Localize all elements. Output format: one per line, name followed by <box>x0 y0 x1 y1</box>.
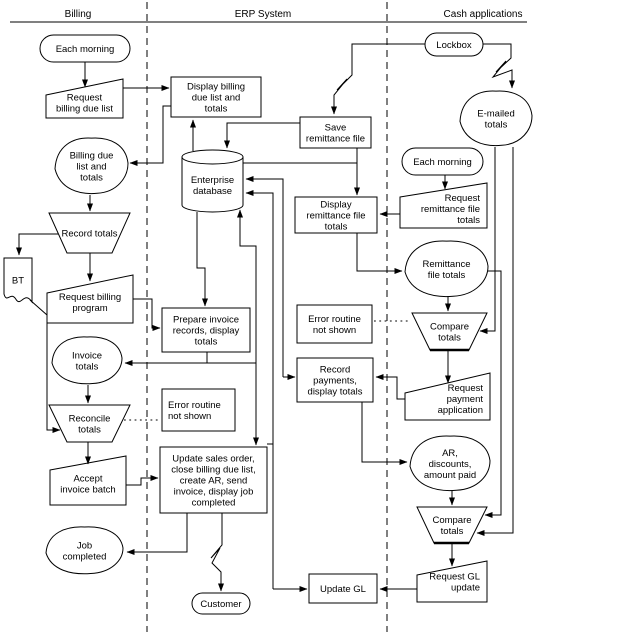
error-routine-not-shown-1 <box>162 389 235 431</box>
update-box-to-job-completed <box>127 513 187 552</box>
record-totals <box>49 213 130 253</box>
update-gl-label-1: Update GL <box>320 584 366 595</box>
display-remittance-file-totals <box>295 197 377 233</box>
request-payment-application-label-2: payment <box>446 394 483 405</box>
compare-totals-2 <box>417 507 487 543</box>
display-remittance-file-totals-label-1: Display <box>320 199 352 211</box>
lockbox-to-save-file <box>334 44 425 114</box>
record-payments-to-ar <box>362 402 407 462</box>
update-sales-order-label-5: completed <box>191 497 236 509</box>
update-sales-order-label-2: close billing due list, <box>171 464 256 476</box>
display-billing-due-list-label-1: Display billing <box>186 81 246 93</box>
lockbox <box>425 33 483 56</box>
record-payments-label-1: Record <box>319 364 351 376</box>
invoice-totals-label-1: Invoice <box>71 350 103 362</box>
lockbox-label-1: Lockbox <box>436 40 472 51</box>
enterprise-database-label-2: database <box>192 186 233 197</box>
save-remittance-file <box>300 117 371 148</box>
record-payments-db-line <box>246 179 283 377</box>
record-payments-label-3: display totals <box>307 386 363 398</box>
request-billing-program-label-2: program <box>72 303 108 314</box>
ar-discounts-amount-paid <box>410 436 490 491</box>
error-routine-not-shown-2-label-1: Error routine <box>308 314 361 325</box>
request-gl-update <box>417 561 487 602</box>
reconcile-totals-label-2: totals <box>78 424 101 436</box>
each-morning-cash-label-1: Each morning <box>413 157 472 168</box>
enterprise-database-label-1: Enterprise <box>190 175 235 186</box>
each-morning-billing <box>40 35 130 62</box>
request-billing-due-list-label-2: billing due list <box>55 103 114 115</box>
display-remittance-file-totals-label-3: totals <box>324 221 348 233</box>
customer-label-1: Customer <box>200 599 242 610</box>
prepare-invoice-records-label-2: records, display <box>172 325 240 337</box>
display-billing-due-list-label-3: totals <box>204 103 228 115</box>
error-routine-not-shown-1-label-1: Error routine <box>168 400 221 411</box>
save-remittance-file-label-1: Save <box>324 122 347 134</box>
request-billing-program <box>47 275 133 323</box>
request-gl-update-label-1: Request GL <box>429 571 480 583</box>
job-completed-label-1: Job <box>76 540 93 552</box>
emailed-totals-label-1: E-mailed <box>477 108 515 120</box>
lane-erp: ERP System <box>234 9 292 20</box>
invoice-totals-label-2: totals <box>75 361 99 373</box>
remittance-file-totals-label-2: file totals <box>427 270 466 281</box>
req-pay-app-to-record-payments <box>376 377 405 399</box>
save-remittance-file-label-2: remittance file <box>305 133 366 145</box>
lane-billing: Billing <box>64 9 92 20</box>
job-completed-label-2: completed <box>62 551 107 563</box>
bt-document-label-1: BT <box>11 275 25 287</box>
error-routine-not-shown-1-label-2: not shown <box>168 411 212 422</box>
bt-document <box>4 258 32 302</box>
error-routine-not-shown-2-label-2: not shown <box>312 325 357 336</box>
request-remittance-file-totals <box>400 183 487 228</box>
prepare-invoice-records <box>162 308 250 352</box>
ar-discounts-amount-paid-label-2: discounts, <box>428 459 472 470</box>
remittance-file-totals-label-1: Remittance <box>422 259 471 270</box>
emailed-totals <box>460 91 532 146</box>
customer <box>192 593 250 614</box>
compare-totals-2-label-2: totals <box>440 526 464 537</box>
update-sales-order <box>160 447 267 513</box>
display-to-billing-due-list <box>130 106 171 163</box>
request-billing-program-label-1: Request billing <box>58 292 122 303</box>
save-file-to-database <box>227 123 300 148</box>
compare-totals-1-label-2: totals <box>438 332 461 344</box>
compare-totals-2-label-1: Compare <box>432 515 472 526</box>
request-remittance-file-totals-label-2: remittance file <box>420 204 480 215</box>
record-totals-label-1: Record totals <box>61 228 118 240</box>
billing-due-list-and-totals-label-1: Billing due <box>69 150 114 162</box>
compare-totals-1-label-1: Compare <box>429 321 470 333</box>
request-remittance-file-totals-label-1: Request <box>444 193 480 204</box>
each-morning-cash <box>402 148 483 175</box>
billing-due-list-and-totals <box>55 138 128 194</box>
emailed-to-compare1 <box>480 147 495 331</box>
accept-invoice-batch-label-2: invoice batch <box>60 484 116 496</box>
request-payment-application-label-1: Request <box>447 383 483 394</box>
update-gl <box>309 574 377 603</box>
request-gl-update-label-2: update <box>450 582 480 594</box>
update-sales-order-label-3: create AR, send <box>179 475 248 487</box>
display-billing-due-list <box>171 77 261 117</box>
billing-due-list-and-totals-label-3: totals <box>80 172 103 184</box>
lockbox-to-emailed <box>483 44 512 88</box>
reconcile-totals <box>49 405 130 442</box>
update-sales-order-label-1: Update sales order, <box>172 453 255 465</box>
each-morning-billing-label-1: Each morning <box>55 44 115 55</box>
reconcile-totals-label-1: Reconcile <box>68 413 111 425</box>
update-sales-order-label-4: invoice, display job <box>173 486 254 498</box>
request-billing-due-list-label-1: Request <box>66 92 103 104</box>
invoice-totals <box>52 337 122 384</box>
record-payments-label-2: payments, <box>313 375 357 387</box>
emailed-totals-label-2: totals <box>484 119 508 131</box>
error-routine-not-shown-2 <box>297 305 372 343</box>
job-completed <box>46 527 123 574</box>
display-billing-due-list-label-2: due list and <box>191 92 241 104</box>
enterprise-database <box>182 150 243 212</box>
display-remit-to-remit-totals <box>357 233 402 271</box>
prepare-invoice-records-label-1: Prepare invoice <box>172 314 240 326</box>
updatebox-db-line <box>246 193 273 589</box>
record-totals-to-bt <box>19 234 58 255</box>
request-payment-application-label-3: application <box>437 405 483 416</box>
billing-due-list-and-totals-label-2: list and <box>76 161 107 173</box>
compare-totals-1 <box>412 313 487 350</box>
accept-to-update-box <box>126 478 158 485</box>
update-box-to-customer <box>211 513 222 591</box>
request-remittance-file-totals-label-3: totals <box>457 215 480 226</box>
database-to-prepare <box>197 212 205 306</box>
lane-cash: Cash applications <box>443 9 523 20</box>
display-remittance-file-totals-label-2: remittance file <box>306 210 366 222</box>
record-payments <box>297 358 373 402</box>
ar-discounts-amount-paid-label-1: AR, <box>442 448 458 459</box>
prepare-to-invoice-totals <box>125 352 207 363</box>
prepare-invoice-records-label-3: totals <box>194 336 218 348</box>
ar-discounts-amount-paid-label-3: amount paid <box>423 470 477 481</box>
remittance-file-totals <box>405 241 488 297</box>
accept-invoice-batch-label-1: Accept <box>73 473 103 485</box>
